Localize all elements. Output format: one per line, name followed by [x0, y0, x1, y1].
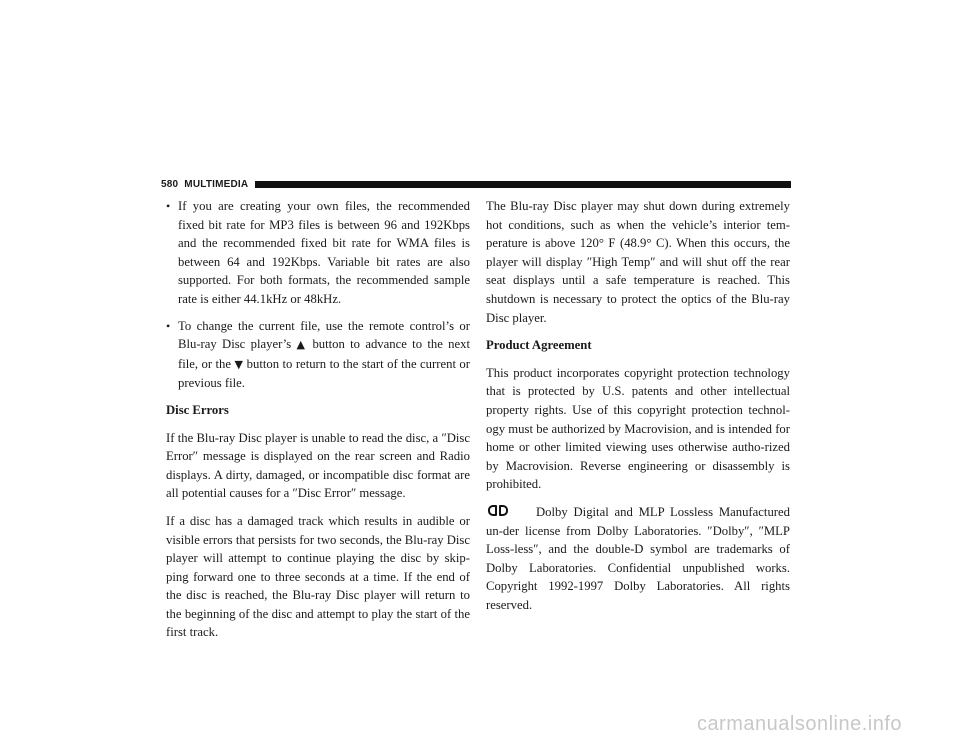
bullet-text: If you are creating your own files, the recommended fixed bit rate for MP3 files is between 96 and 192Kbps and the recommended fixed bit rate for WMA files is between 64 and 192Kbps. Variable bit rates are also supported. For both formats, the recommended sample rate is either 44.1kHz or 48kHz. — [178, 199, 470, 306]
left-column — [166, 197, 470, 642]
dolby-paragraph — [486, 503, 790, 615]
header-rule — [255, 181, 791, 188]
bullet-text — [178, 317, 470, 393]
watermark: carmanualsonline.info — [696, 713, 902, 735]
bullet-item — [166, 197, 470, 309]
bullet-text-part: button to advance to the next file, or the — [178, 337, 470, 371]
heading-disc-errors: Disc Errors — [166, 402, 229, 417]
dolby-d-left-icon — [488, 505, 497, 516]
paragraph: If a disc has a damaged track which results in audible or visible errors that persists for two seconds, the Blu-ray Disc player will attempt to continue playing the disc by skip-ping forward one to three seconds at a time. If the end of the disc is reached, the Blu-ray Disc player will return to the beginning of the disc and attempt to play the start of the first track. — [166, 513, 470, 640]
section-title: MULTIMEDIA — [184, 178, 249, 190]
right-column — [486, 197, 790, 614]
heading-product-agreement: Product Agreement — [486, 338, 592, 353]
bullet-dot-icon: • — [166, 318, 171, 333]
bullet-text-part: To change the current file, use the remote control’s or Blu-ray Disc player’s — [178, 318, 470, 352]
paragraph: The Blu-ray Disc player may shut down during extremely hot conditions, such as when the vehicle’s interior tem-perature is above 120° F (48.9° C). When this occurs, the player will display ″High Temp″ and will shut off the rear seat displays until a safe temperature is reached. This shutdown is necessary to protect the optics of the Blu-ray Disc player. — [486, 199, 790, 325]
paragraph: This product incorporates copyright protection technology that is protected by U.S. patents and other intellectual property rights. Use of this copyright protection technol-ogy must be authorized by Macrovision, and is intended for home or other limited viewing uses otherwise autho-rized by Macrovision. Reverse engineering or disassembly is prohibited. — [486, 365, 790, 492]
paragraph: If the Blu-ray Disc player is unable to read the disc, a ″Disc Error″ message is displayed on the rear screen and Radio displays. A dirty, damaged, or incompatible disc format are all potential causes for a ″Disc Error″ message. — [166, 430, 470, 501]
up-arrow-icon: ▲ — [296, 338, 308, 352]
bullet-item — [166, 317, 470, 393]
page-header — [161, 176, 791, 192]
page-number: 580 — [161, 178, 179, 190]
dolby-double-d-icon — [488, 505, 510, 518]
dolby-d-right-icon — [499, 505, 508, 516]
bullet-dot-icon: • — [166, 199, 171, 213]
dolby-text: Dolby Digital and MLP Lossless Manufactured un-der license from Dolby Laboratories. ″Dolby″, ″MLP Loss-less″, and the double-D symbol are trademarks of Dolby Laboratories. Confidential unpublished works. Copyright 1992-1997 Dolby Laboratories. All rights reserved. — [486, 504, 790, 612]
down-arrow-icon: ▼ — [234, 357, 244, 371]
bullet-text-part: button to return to the start of the current or previous file. — [178, 356, 470, 391]
